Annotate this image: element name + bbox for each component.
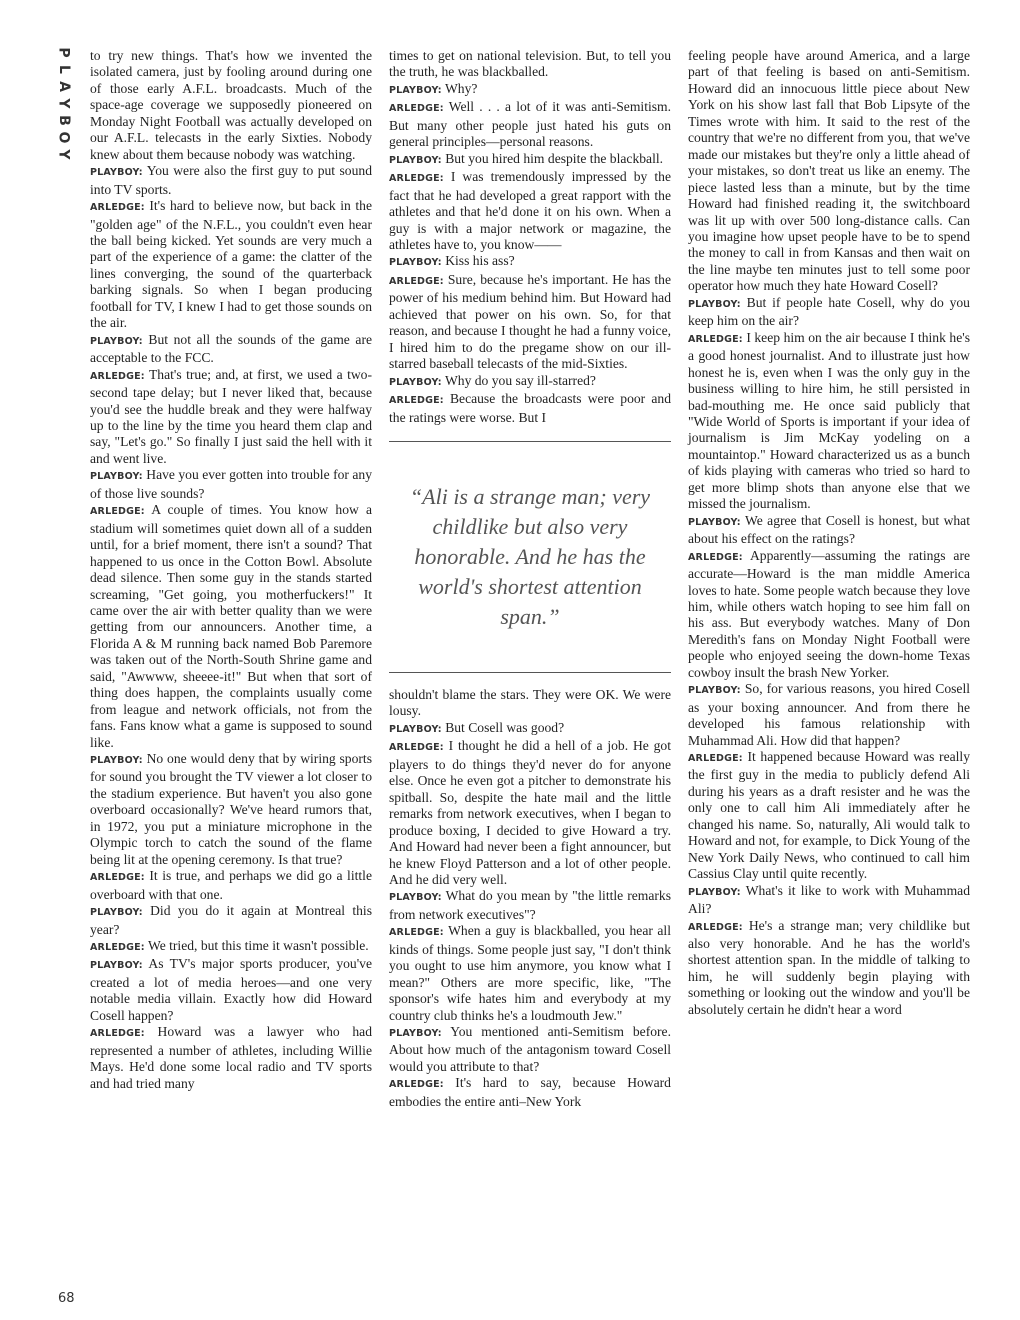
paragraph-text: Apparently—assuming the ratings are accurate—Howard is the man middle America loves to hate. Some people watch because they love him, while others watch hoping to see him fall on his ass. But everybody watches. Many of Don Meredith's fans on Monday Night Football were people who enjoyed seeing the down-home Texas cowboy insult the brash New Yorker. — [688, 547, 970, 680]
paragraph-text: But Cosell was good? — [445, 719, 565, 735]
paragraph-text: I thought he did a hell of a job. He got players to do things they'd never do for anyone else. Once he even got a pitcher to demonstrate his spitball. So, despite the hate mail and the little remarks from network executives, when I began to produce boxing, I decided to give Howard a try. And Howard had never been a fight announcer, but he knew Floyd Patterson and a lot of other people. And he did very well. — [389, 738, 672, 887]
paragraph-text: Did you do it again at Montreal this year? — [90, 903, 372, 937]
speaker-label: ARLEDGE: — [90, 1028, 145, 1040]
interview-paragraph — [389, 738, 671, 888]
interview-paragraph — [688, 749, 970, 883]
interview-paragraph — [688, 681, 970, 749]
speaker-label: PLAYBOY: — [688, 298, 741, 310]
speaker-label: ARLEDGE: — [389, 927, 444, 939]
paragraph-text: Why do you say ill-starred? — [444, 372, 596, 388]
column-2-top — [389, 48, 671, 426]
paragraph-text: I was tremendously impressed by the fact that he had developed a great rapport with the athletes and that he'd done it on his own. When a guy is with a major network or magazine, the athletes have to, you know—— — [389, 169, 671, 252]
interview-paragraph — [90, 467, 372, 502]
interview-paragraph — [389, 1075, 671, 1110]
paragraph-text: But if people hate Cosell, why do you keep him on the air? — [688, 294, 970, 329]
paragraph-text: It is true, and perhaps we did go a little overboard with that one. — [90, 868, 372, 902]
page-number: 68 — [58, 1291, 75, 1306]
speaker-label: ARLEDGE: — [389, 395, 444, 407]
speaker-label: PLAYBOY: — [688, 516, 741, 528]
speaker-label: ARLEDGE: — [389, 742, 444, 754]
column-2-bottom — [389, 687, 671, 1110]
title-letter: A — [55, 81, 72, 92]
speaker-label: PLAYBOY: — [389, 257, 442, 269]
column-3 — [688, 48, 970, 1018]
title-letter: B — [55, 115, 72, 126]
paragraph-text: But you hired him despite the blackball. — [445, 150, 664, 166]
paragraph-text: So, for various reasons, you hired Cosell as your boxing announcer. And from there he developed his famous relationship with Muhammad Ali. How did that happen? — [688, 681, 970, 748]
speaker-label: ARLEDGE: — [688, 551, 743, 563]
paragraph-text: That's true; and, at first, we used a two-second tape delay; but I never liked that, because you'd see the huddle break and they were halfway up to the line by the time you heard them clap and say, "Let's go." So finally I just said the hell with it and went live. — [90, 366, 372, 466]
paragraph-text: Sure, because he's important. He has the power of his medium behind him. But Howard had achieved that power on his own. So, for that reason, and because I thought he had a funny voice, I hired him to do the pregame show on our ill-starred baseball telecasts of the mid-Sixties. — [389, 271, 671, 372]
paragraph-text: You mentioned anti-Semitism before. About how much of the antagonism toward Cosell would you attribute to that? — [389, 1024, 671, 1074]
speaker-label: PLAYBOY: — [688, 685, 741, 697]
interview-paragraph — [389, 391, 671, 426]
speaker-label: ARLEDGE: — [688, 753, 743, 765]
interview-paragraph — [688, 918, 970, 1019]
paragraph-text: You were also the first guy to put sound into TV sports. — [90, 163, 372, 197]
speaker-label: PLAYBOY: — [90, 167, 143, 179]
speaker-label: PLAYBOY: — [688, 886, 741, 898]
interview-paragraph — [90, 1024, 372, 1092]
pull-quote-text: “Ali is a strange man; very childlike but also very honorable. And he has the world's shortest attention span.” — [409, 483, 651, 629]
title-letter: P — [55, 47, 72, 58]
interview-paragraph — [90, 751, 372, 868]
paragraph-text: to try new things. That's how we invented the isolated camera, just by fooling around during one of those early A.F.L. broadcasts. Much of the space-age coverage we supposedly pioneered on Monday Night Football was actually developed on our A.F.L. telecasts in the early Sixties. Nobody knew about them because nobody was watching. — [90, 48, 372, 162]
speaker-label: PLAYBOY: — [90, 335, 143, 347]
paragraph-text: A couple of times. You know how a stadium will sometimes quiet down all of a sudden until, for a brief moment, there isn't a sound? That happened to us once in the Cotton Bowl. Absolute dead silence. Then some guy in the stands started screaming, "Get going, you motherfuckers!" It came over the air with better quality than we were getting from our announcers. Another time, a Florida A & M running back named Bob Paremore was taken out of the North-South Shrine game and said, "Awwww, sheeee-it!" But when that sort of thing does happen, the complaints usually come from league and network officials, not from the fans. Fans know what a game is supposed to sound like. — [90, 502, 372, 750]
interview-paragraph — [389, 151, 671, 169]
interview-paragraph — [389, 272, 671, 373]
speaker-label: PLAYBOY: — [389, 1028, 442, 1040]
paragraph-text: Have you ever gotten into trouble for any of those live sounds? — [90, 467, 373, 501]
title-letter: Y — [55, 98, 72, 109]
speaker-label: PLAYBOY: — [389, 723, 442, 735]
paragraph-text: We tried, but this time it wasn't possible. — [147, 938, 369, 954]
paragraph-text: It's hard to believe now, but back in the "golden age" of the N.F.L., you couldn't even hear the ball being kicked. Yet sounds are very much a part of the experience of a game: the clatter of the lines converging, the sound of the quarterback barking signals. So when I began producing football for TV, I knew I had to get those sounds on the air. — [90, 198, 372, 331]
speaker-label: PLAYBOY: — [389, 84, 442, 96]
paragraph-text: What's it like to work with Muhammad Ali? — [688, 882, 970, 917]
interview-paragraph — [90, 367, 372, 468]
speaker-label: ARLEDGE: — [90, 202, 145, 214]
title-letter: L — [55, 65, 72, 74]
paragraph-text: When a guy is blackballed, you hear all kinds of things. Some people just say, "I don't think you ought to use him anymore, you know what I mean?" Others are more specific, like, "The sponsor's wife hates him and everybody at my country club thinks he's a loudmouth Jew." — [389, 923, 671, 1023]
interview-paragraph — [688, 513, 970, 548]
speaker-label: ARLEDGE: — [90, 872, 145, 884]
interview-paragraph — [688, 330, 970, 513]
interview-paragraph — [90, 903, 372, 938]
interview-paragraph — [389, 923, 671, 1024]
interview-paragraph — [389, 1024, 671, 1075]
paragraph-text: shouldn't blame the stars. They were OK. We were lousy. — [389, 686, 671, 719]
paragraph-text: We agree that Cosell is honest, but what about his effect on the ratings? — [688, 512, 970, 547]
paragraph-text: But not all the sounds of the game are acceptable to the FCC. — [90, 331, 372, 366]
paragraph-text: Well . . . a lot of it was anti-Semitism. But many other people just hated his guts on general principles—personal reasons. — [389, 99, 672, 150]
paragraph-text: As TV's major sports producer, you've created a lot of media heroes—and one very notable media villain. Exactly how did Howard Cosell happen? — [90, 956, 372, 1023]
interview-paragraph — [389, 720, 671, 738]
speaker-label: PLAYBOY: — [389, 892, 442, 904]
speaker-label: PLAYBOY: — [90, 471, 143, 483]
speaker-label: ARLEDGE: — [688, 333, 743, 345]
speaker-label: ARLEDGE: — [389, 173, 444, 185]
speaker-label: ARLEDGE: — [90, 942, 145, 954]
paragraph-text: Why? — [444, 80, 478, 96]
speaker-label: PLAYBOY: — [90, 755, 143, 767]
interview-paragraph — [688, 295, 970, 330]
column-1 — [90, 48, 372, 1092]
interview-paragraph — [90, 956, 372, 1024]
speaker-label: ARLEDGE: — [688, 921, 743, 933]
interview-paragraph — [90, 163, 372, 198]
interview-paragraph — [389, 373, 671, 391]
interview-paragraph — [688, 548, 970, 682]
speaker-label: PLAYBOY: — [90, 907, 143, 919]
magazine-vertical-title — [52, 44, 74, 163]
interview-paragraph — [389, 99, 671, 150]
interview-paragraph — [389, 169, 671, 253]
interview-paragraph — [90, 48, 372, 163]
interview-paragraph — [389, 687, 671, 720]
speaker-label: PLAYBOY: — [389, 376, 442, 388]
interview-paragraph — [389, 81, 671, 99]
speaker-label: PLAYBOY: — [389, 154, 442, 166]
paragraph-text: I keep him on the air because I think he's a good honest journalist. And to illustrate just how honest he is, even when I was the only guy in the business willing to hire him, he still persisted in bad-mouthing me. He once said publicly that "Wide World of Sports is important if your idea of journalism is Jim McKay yodeling on a mountaintop." Howard characterized us as a bunch of kids playing with cameras who tried so hard to get more blimp shots than anyone else that we missed the journalism. — [688, 329, 970, 512]
paragraph-text: He's a strange man; very childlike but also very honorable. And he has the world's shortest attention span. In the middle of talking to him, he will suddenly begin playing with something or looking out the window and you'll be absolutely certain he didn't hear a word — [688, 917, 970, 1017]
interview-paragraph — [688, 48, 970, 295]
paragraph-text: It's hard to say, because Howard embodies the entire anti–New York — [389, 1075, 671, 1109]
speaker-label: ARLEDGE: — [389, 1079, 444, 1091]
speaker-label: ARLEDGE: — [90, 370, 145, 382]
paragraph-text: feeling people have around America, and a large part of that feeling is based on anti-Semitism. Howard did an innocuous little piece about New York on his show last fall that Bob Lipsyte of the Times wrote with him. It said to the rest of the country that we're no different from you, that we've made our mistakes but they're only a little ahead of your mistakes, so don't treat us like an enemy. The piece lasted less than a minute, but by the time Howard had finished reading it, the switchboard was lit up with over 500 long-distance calls. Can you imagine how upset people have to be to spend the money to call in from Kansas and then wait on the line maybe ten minutes just to tell some poor operator how much they hate Howard Cosell? — [688, 48, 970, 294]
title-letter: Y — [55, 149, 72, 160]
paragraph-text: It happened because Howard was really the first guy in the media to publicly defend Ali during his years as a draft resister and he was the only one to call him Ali immediately after he changed his name. So, naturally, Ali would talk to Howard and not, for example, to Dick Young of the New York Daily News, who continued to call him Cassius Clay until quite recently. — [688, 749, 970, 882]
speaker-label: ARLEDGE: — [90, 506, 145, 518]
speaker-label: ARLEDGE: — [389, 103, 444, 115]
paragraph-text: Because the broadcasts were poor and the ratings were worse. But I — [389, 391, 672, 425]
interview-paragraph — [90, 332, 372, 367]
interview-paragraph — [389, 48, 671, 81]
interview-paragraph — [688, 883, 970, 918]
column-2 — [389, 48, 671, 1110]
paragraph-text: What do you mean by "the little remarks from network executives"? — [389, 888, 671, 922]
speaker-label: PLAYBOY: — [90, 960, 143, 972]
paragraph-text: times to get on national television. But, to tell you the truth, he was blackballed. — [389, 48, 671, 80]
paragraph-text: No one would deny that by wiring sports for sound you brought the TV viewer a lot closer to the stadium experience. But haven't you also gone overboard occasionally? We've heard rumors that, in 1972, you put a miniature microphone in the Olympic torch to catch the sound of the flame being lit at the opening ceremony. Is that true? — [90, 751, 372, 867]
title-letter: O — [55, 131, 72, 144]
paragraph-text: Howard was a lawyer who had represented a number of athletes, including Willie Mays. He'd done some local radio and TV sports and had tried many — [90, 1024, 372, 1091]
interview-paragraph — [389, 888, 671, 923]
interview-paragraph — [90, 198, 372, 332]
interview-paragraph — [90, 502, 372, 751]
interview-paragraph — [90, 938, 372, 956]
interview-paragraph — [90, 868, 372, 903]
paragraph-text: Kiss his ass? — [445, 253, 515, 269]
interview-paragraph — [389, 253, 671, 271]
pull-quote — [389, 441, 671, 673]
speaker-label: ARLEDGE: — [389, 275, 444, 287]
